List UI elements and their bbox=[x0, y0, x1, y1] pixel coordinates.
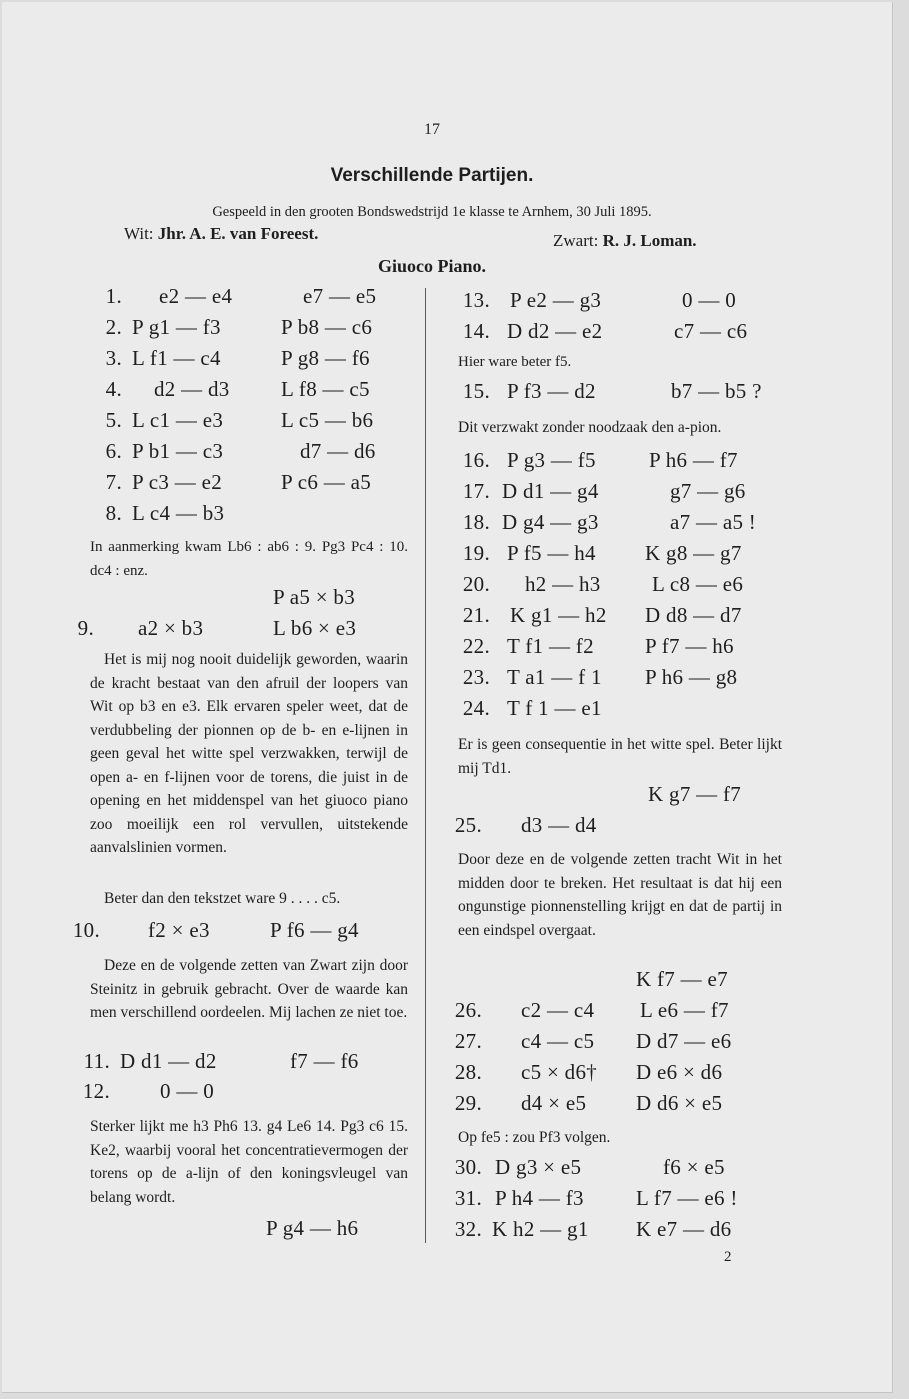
white-move: P c3 — e2 bbox=[132, 470, 222, 494]
white-name: Jhr. A. E. van Foreest. bbox=[157, 224, 319, 243]
white-move: T a1 — f 1 bbox=[507, 665, 602, 689]
move-number: 16. bbox=[462, 448, 490, 472]
white-move: P e2 — g3 bbox=[510, 288, 602, 312]
move-number: 32. bbox=[454, 1217, 482, 1241]
white-move: 0 — 0 bbox=[160, 1079, 214, 1103]
move-number: 6. bbox=[105, 439, 122, 463]
page-title: Verschillende Partijen. bbox=[330, 165, 534, 186]
move-number: 20. bbox=[462, 572, 490, 596]
annotation: In aanmerking kwam Lb6 : ab6 : 9. Pg3 Pc4 : 10. dc4 : enz. bbox=[90, 539, 408, 579]
black-move: L f8 — c5 bbox=[281, 377, 370, 401]
black-move: L e6 — f7 bbox=[640, 998, 729, 1022]
white-move: h2 — h3 bbox=[525, 572, 601, 596]
move-number: 8. bbox=[105, 501, 122, 525]
annotation: Het is mij nog nooit duidelijk geworden, waarin de kracht bestaat van den afruil der loopers van Wit op b3 en e3. Elk ervaren speler weet, dat de verdubbeling der pionnen op de b- en e-lijnen in geen geval het witte spel verzwakken, terwijl de open a- en f-lijnen voor de torens, die juist in de opening en het middenspel van het giuoco piano zoo moeilijk een rol vervullen, uitstekende aanvalslinien vormen. bbox=[90, 651, 408, 856]
white-move: D g3 × e5 bbox=[495, 1155, 582, 1179]
black-move: P h6 — g8 bbox=[645, 665, 738, 689]
move-number: 2. bbox=[105, 315, 122, 339]
white-move: L c4 — b3 bbox=[132, 501, 225, 525]
move-number: 12. bbox=[82, 1079, 110, 1103]
white-move: D g4 — g3 bbox=[502, 510, 599, 534]
white-move: L f1 — c4 bbox=[132, 346, 221, 370]
black-player bbox=[553, 231, 697, 251]
opening-name: Giuoco Piano. bbox=[377, 256, 486, 276]
white-label: Wit: bbox=[124, 224, 154, 243]
black-move: c7 — c6 bbox=[674, 319, 748, 343]
white-move: P g1 — f3 bbox=[132, 315, 221, 339]
black-move: P a5 × b3 bbox=[273, 585, 356, 609]
black-name: R. J. Loman. bbox=[602, 231, 697, 250]
white-move: d4 × e5 bbox=[521, 1091, 587, 1115]
move-number: 22. bbox=[462, 634, 490, 658]
black-move: P f6 — g4 bbox=[270, 918, 359, 942]
white-move: P f5 — h4 bbox=[507, 541, 596, 565]
white-move: P b1 — c3 bbox=[132, 439, 224, 463]
move-number: 19. bbox=[462, 541, 490, 565]
black-move: L c8 — e6 bbox=[652, 572, 744, 596]
black-move: f6 × e5 bbox=[663, 1155, 725, 1179]
black-move: L c5 — b6 bbox=[281, 408, 374, 432]
signature-mark: 2 bbox=[724, 1249, 732, 1265]
black-move: g7 — g6 bbox=[670, 479, 746, 503]
black-move: e7 — e5 bbox=[303, 284, 377, 308]
move-number: 5. bbox=[105, 408, 122, 432]
white-move: e2 — e4 bbox=[159, 284, 233, 308]
move-number: 31. bbox=[454, 1186, 482, 1210]
white-player bbox=[124, 224, 318, 244]
white-move: c2 — c4 bbox=[521, 998, 595, 1022]
move-number: 23. bbox=[462, 665, 490, 689]
black-move: f7 — f6 bbox=[290, 1049, 359, 1073]
white-move: D d2 — e2 bbox=[507, 319, 603, 343]
black-move: P h6 — f7 bbox=[649, 448, 738, 472]
black-move: K g7 — f7 bbox=[648, 782, 742, 806]
black-move: K f7 — e7 bbox=[636, 967, 728, 991]
move-number: 1. bbox=[105, 284, 122, 308]
annotation: Hier ware beter f5. bbox=[458, 354, 572, 370]
white-move: c5 × d6† bbox=[521, 1060, 598, 1084]
annotation: Deze en de volgende zetten van Zwart zijn door Steinitz in gebruik gebracht. Over de waarde kan men verschillend oordeelen. Mij lachen ze niet toe. bbox=[90, 957, 408, 1021]
white-move: K g1 — h2 bbox=[510, 603, 607, 627]
white-move: K h2 — g1 bbox=[492, 1217, 589, 1241]
move-number: 11. bbox=[83, 1049, 110, 1073]
white-move: a2 × b3 bbox=[138, 616, 204, 640]
black-move: P f7 — h6 bbox=[645, 634, 734, 658]
black-move: D e6 × d6 bbox=[636, 1060, 723, 1084]
move-number: 18. bbox=[462, 510, 490, 534]
move-number: 3. bbox=[105, 346, 122, 370]
black-move: P c6 — a5 bbox=[281, 470, 371, 494]
move-number: 7. bbox=[105, 470, 122, 494]
move-number: 9. bbox=[77, 616, 94, 640]
black-move: D d8 — d7 bbox=[645, 603, 742, 627]
move-number: 27. bbox=[454, 1029, 482, 1053]
move-number: 28. bbox=[454, 1060, 482, 1084]
white-move: P g3 — f5 bbox=[507, 448, 596, 472]
black-move: K e7 — d6 bbox=[636, 1217, 732, 1241]
move-number: 4. bbox=[105, 377, 122, 401]
move-number: 29. bbox=[454, 1091, 482, 1115]
white-move: P f3 — d2 bbox=[507, 379, 596, 403]
move-number: 24. bbox=[462, 696, 490, 720]
annotation: Sterker lijkt me h3 Ph6 13. g4 Le6 14. Pg3 c6 15. Ke2, waarbij vooral het concentratievermogen der torens op de a-lijn of den koningsvleugel van belang wordt. bbox=[90, 1118, 408, 1206]
black-move: a7 — a5 ! bbox=[670, 510, 757, 534]
move-number: 14. bbox=[462, 319, 490, 343]
white-move: f2 × e3 bbox=[148, 918, 210, 942]
black-move: d7 — d6 bbox=[300, 439, 376, 463]
page-number: 17 bbox=[424, 121, 440, 138]
black-move: P b8 — c6 bbox=[281, 315, 373, 339]
black-move: D d7 — e6 bbox=[636, 1029, 732, 1053]
white-move: T f 1 — e1 bbox=[507, 696, 602, 720]
white-move: d2 — d3 bbox=[154, 377, 230, 401]
move-number: 13. bbox=[462, 288, 490, 312]
annotation: Beter dan den tekstzet ware 9 . . . . c5. bbox=[104, 890, 341, 907]
black-move: b7 — b5 ? bbox=[671, 379, 762, 403]
annotation: Door deze en de volgende zetten tracht Wit in het midden door te breken. Het resultaat is dat hij een ongunstige pionnenstelling krijgt en dat de partij in een eindspel overgaat. bbox=[458, 851, 782, 939]
move-number: 10. bbox=[72, 918, 100, 942]
annotation: Dit verzwakt zonder noodzaak den a-pion. bbox=[458, 419, 722, 436]
black-move: K g8 — g7 bbox=[645, 541, 742, 565]
black-move: P g4 — h6 bbox=[266, 1216, 359, 1240]
black-move: L b6 × e3 bbox=[273, 616, 357, 640]
black-move: L f7 — e6 ! bbox=[636, 1186, 738, 1210]
move-number: 30. bbox=[454, 1155, 482, 1179]
move-number: 21. bbox=[462, 603, 490, 627]
subtitle: Gespeeld in den grooten Bondswedstrijd 1e klasse te Arnhem, 30 Juli 1895. bbox=[212, 204, 652, 220]
move-number: 26. bbox=[454, 998, 482, 1022]
move-number: 17. bbox=[462, 479, 490, 503]
white-move: c4 — c5 bbox=[521, 1029, 595, 1053]
black-move: D d6 × e5 bbox=[636, 1091, 723, 1115]
white-move: P h4 — f3 bbox=[495, 1186, 584, 1210]
white-move: d3 — d4 bbox=[521, 813, 597, 837]
black-move: 0 — 0 bbox=[682, 288, 736, 312]
white-move: D d1 — g4 bbox=[502, 479, 599, 503]
white-move: D d1 — d2 bbox=[120, 1049, 217, 1073]
white-move: L c1 — e3 bbox=[132, 408, 224, 432]
white-move: T f1 — f2 bbox=[507, 634, 594, 658]
page bbox=[2, 2, 893, 1393]
black-label: Zwart: bbox=[553, 231, 599, 250]
black-move: P g8 — f6 bbox=[281, 346, 370, 370]
move-number: 15. bbox=[462, 379, 490, 403]
annotation: Er is geen consequentie in het witte spel. Beter lijkt mij Td1. bbox=[458, 736, 782, 777]
move-number: 25. bbox=[454, 813, 482, 837]
annotation: Op fe5 : zou Pf3 volgen. bbox=[458, 1129, 611, 1146]
